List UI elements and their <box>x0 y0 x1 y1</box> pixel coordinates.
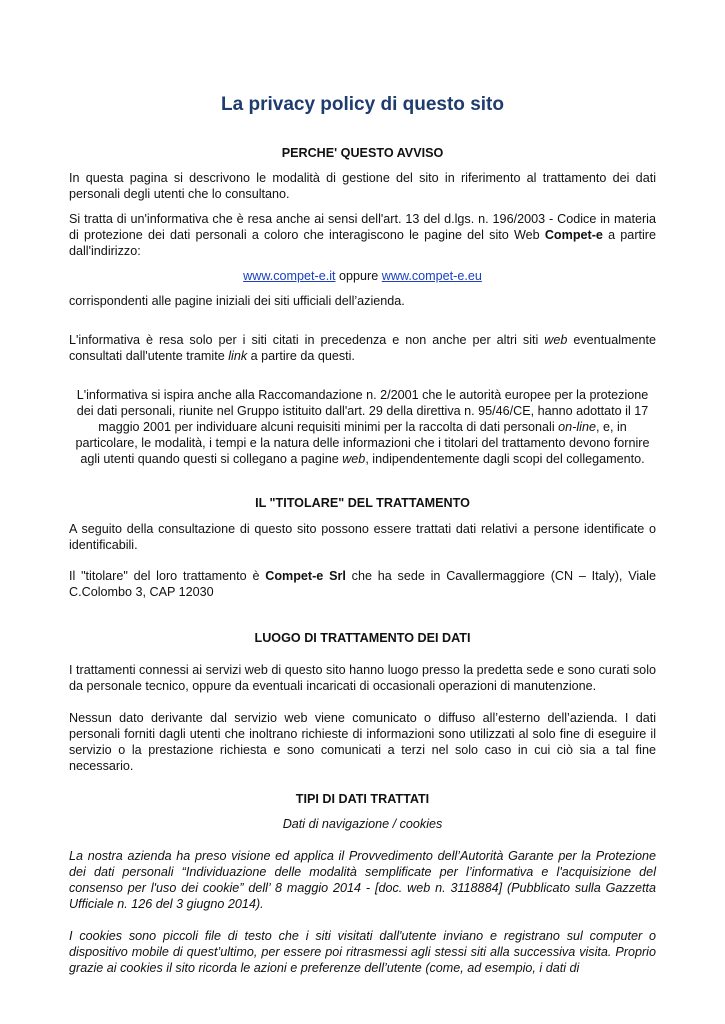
text: L'informativa si ispira anche alla Raccomandazione n. 2/2001 che le autorità europee per la protezione dei dati personali, riunite nel Gruppo istituito dall'art. 29 della direttiva n. 95/46/CE, hanno adottato il 17 maggio 2001 per individuare alcuni requisiti minimi per la raccolta di dati personali <box>76 388 649 434</box>
section-heading-titolare: IL "TITOLARE" DEL TRATTAMENTO <box>255 496 470 510</box>
link-compet-e-eu[interactable]: www.compet-e.eu <box>381 269 482 283</box>
text: a partire da questi. <box>247 349 355 363</box>
text: web <box>544 333 568 347</box>
paragraph: corrispondenti alle pagine iniziali dei siti ufficiali dell’azienda. <box>69 294 405 308</box>
text: , indipendentemente dagli scopi del collegamento. <box>365 452 645 466</box>
text: , e, in particolare, le modalità, i tempi e la natura delle informazioni che i titolari del trattamento devono fornire agli utenti quando questi si collegano a pagine <box>75 420 650 466</box>
link-compet-e-it[interactable]: www.compet-e.it <box>243 269 336 283</box>
text: a partire dall'indirizzo: <box>69 228 657 258</box>
paragraph: In questa pagina si descrivono le modalità di gestione del sito in riferimento al trattamento dei dati personali degli utenti che lo consultano. <box>69 171 656 201</box>
company-name: Compet-e Srl <box>265 569 346 583</box>
section-heading-luogo: LUOGO DI TRATTAMENTO DEI DATI <box>254 631 471 645</box>
text: oppure <box>335 269 382 283</box>
text: Si tratta di un'informativa che è resa anche ai sensi dell'art. 13 del d.lgs. n. 196/2003 - Codice in materia di protezione dei dati personali a coloro che interagiscono le pagine del sito Web <box>69 212 656 242</box>
paragraph: Nessun dato derivante dal servizio web viene comunicato o diffuso all’esterno dell’azienda. I dati personali forniti dagli utenti che inoltrano richieste di informazioni sono utilizzati al solo fine di eseguire il servizio o la prestazione richiesta e sono comunicati a terzi nel solo caso in cui ciò sia a tal fine necessario. <box>69 711 656 773</box>
text: Il "titolare" del loro trattamento è <box>69 569 266 583</box>
text: L'informativa è resa solo per i siti citati in precedenza e non anche per altri siti <box>69 333 545 347</box>
paragraph: I cookies sono piccoli file di testo che i siti visitati dall'utente inviano e registrano sul computer o dispositivo mobile di quest’ultimo, per essere poi ritrasmessi agli stessi siti alla successiva visita. Proprio grazie ai cookies il sito ricorda le azioni e preferenze dell’utente (come, ad esempio, i dati di <box>69 929 656 975</box>
text: link <box>228 349 248 363</box>
document-page <box>69 92 656 976</box>
company-name: Compet-e <box>544 228 603 242</box>
section-heading-tipi-dati: TIPI DI DATI TRATTATI <box>295 792 430 806</box>
text: web <box>342 452 366 466</box>
text: che ha sede in Cavallermaggiore (CN – Italy), Viale C.Colombo 3, CAP 12030 <box>69 569 656 599</box>
subheading: Dati di navigazione / cookies <box>282 817 443 831</box>
paragraph <box>69 568 656 600</box>
paragraph <box>69 332 656 364</box>
paragraph <box>69 387 656 467</box>
paragraph <box>69 211 656 259</box>
text: on-line <box>558 420 596 434</box>
page-title: La privacy policy di questo sito <box>221 94 504 115</box>
paragraph: A seguito della consultazione di questo sito possono essere trattati dati relativi a persone identificate o identificabili. <box>69 522 656 552</box>
paragraph: La nostra azienda ha preso visione ed applica il Provvedimento dell’Autorità Garante per la Protezione dei dati personali “Individuazione delle modalità semplificate per l’informativa e l'acquisizione del consenso per l'uso dei cookie” dell’ 8 maggio 2014 - [doc. web n. 3118884] (Pubblicato sulla Gazzetta Ufficiale n. 126 del 3 giugno 2014). <box>69 849 656 911</box>
site-links <box>69 268 656 284</box>
section-heading-avviso: PERCHE' QUESTO AVVISO <box>281 146 444 160</box>
text: eventualmente consultati dall'utente tramite <box>69 333 656 363</box>
paragraph: I trattamenti connessi ai servizi web di questo sito hanno luogo presso la predetta sede e sono curati solo da personale tecnico, oppure da eventuali incaricati di occasionali operazioni di manutenzione. <box>69 663 656 693</box>
